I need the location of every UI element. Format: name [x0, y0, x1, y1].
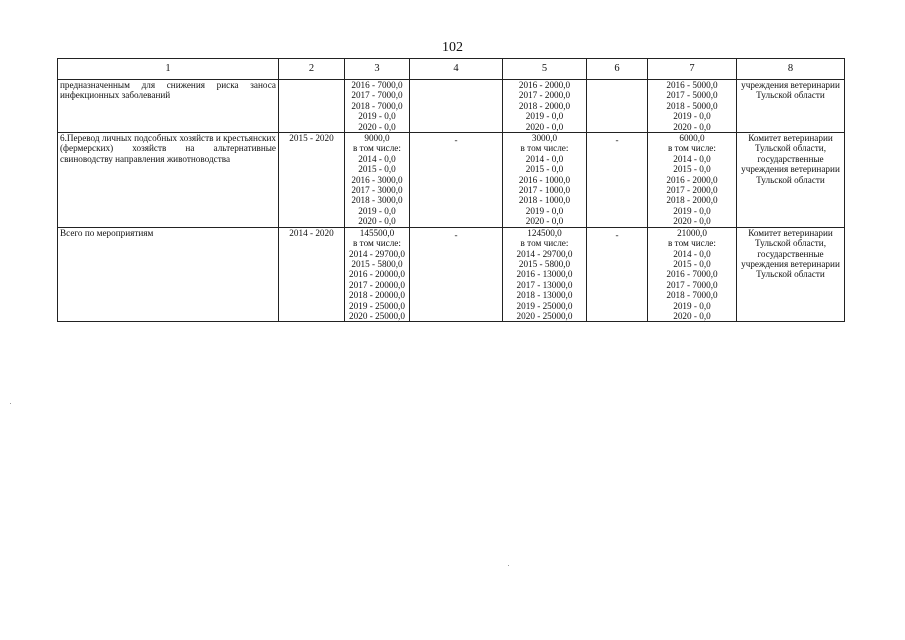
- column-number: 2: [279, 59, 345, 80]
- funding-line: 2015 - 5800,0: [518, 258, 571, 269]
- funding-line: 2018 - 7000,0: [666, 290, 718, 301]
- funding-line: 2016 - 13000,0: [516, 269, 573, 280]
- funding-line: в том числе:: [668, 238, 716, 249]
- funding-line: 6000,0: [679, 133, 705, 144]
- period-cell: 2014 - 2020: [279, 227, 345, 322]
- column-7-funding-cell: [648, 227, 737, 322]
- funding-line: 2016 - 1000,0: [518, 174, 571, 185]
- funding-line: 2016 - 7000,0: [351, 80, 403, 90]
- funding-line: 2016 - 2000,0: [518, 80, 571, 90]
- funding-line: в том числе:: [668, 143, 716, 154]
- column-number: 6: [587, 59, 648, 80]
- funding-line: 2017 - 1000,0: [518, 185, 571, 196]
- scan-speck: [508, 565, 509, 566]
- funding-line: 2018 - 1000,0: [518, 195, 571, 206]
- column-4-cell: [410, 80, 503, 133]
- funding-line: 2015 - 0,0: [525, 164, 564, 175]
- funding-line: 2014 - 29700,0: [349, 248, 405, 259]
- column-number: 7: [648, 59, 737, 80]
- column-number: 3: [345, 59, 410, 80]
- funding-line: 2020 - 0,0: [525, 216, 564, 227]
- funding-line: 2015 - 0,0: [673, 258, 711, 269]
- scan-speck: [10, 403, 11, 404]
- total-funding-cell: [345, 227, 410, 322]
- column-7-funding-cell: [648, 133, 737, 228]
- funding-line: 2018 - 2000,0: [666, 195, 718, 206]
- dash-mark: -: [454, 135, 458, 146]
- funding-line: 2018 - 7000,0: [351, 100, 403, 111]
- funding-line: 2017 - 13000,0: [516, 279, 573, 290]
- funding-line: 2015 - 0,0: [358, 164, 396, 175]
- funding-line: 2016 - 7000,0: [666, 269, 718, 280]
- funding-line: в том числе:: [353, 238, 401, 249]
- column-5-funding-cell: [503, 80, 587, 133]
- funding-line: 2018 - 3000,0: [351, 195, 403, 206]
- column-4-cell: [410, 133, 503, 228]
- column-number: 5: [503, 59, 587, 80]
- column-number: 8: [737, 59, 845, 80]
- funding-line: 2016 - 2000,0: [666, 174, 718, 185]
- funding-line: 2020 - 0,0: [525, 121, 564, 132]
- funding-line: 2020 - 25000,0: [349, 310, 405, 321]
- column-number-row: [58, 59, 845, 80]
- executor-cell: Комитет ветеринарии Тульской области, государственные учреждения ветеринарии Тульской области: [737, 133, 845, 228]
- funding-line: 2017 - 5000,0: [666, 90, 718, 101]
- page-number: 102: [442, 40, 463, 55]
- column-number: 4: [410, 59, 503, 80]
- column-6-cell: [587, 133, 648, 228]
- funding-line: 124500,0: [527, 227, 562, 238]
- funding-line: 2019 - 0,0: [525, 205, 564, 216]
- funding-line: в том числе:: [520, 143, 569, 154]
- funding-line: 2014 - 29700,0: [516, 248, 573, 259]
- funding-line: 2019 - 0,0: [673, 300, 711, 311]
- funding-line: 9000,0: [364, 133, 390, 144]
- funding-line: 2017 - 3000,0: [351, 185, 403, 196]
- column-4-cell: [410, 227, 503, 322]
- table-row: [58, 227, 845, 322]
- funding-line: 2019 - 0,0: [358, 205, 396, 216]
- total-funding-cell: [345, 80, 410, 133]
- total-funding-cell: [345, 133, 410, 228]
- executor-cell: Комитет ветеринарии Тульской области, государственные учреждения ветеринарии Тульской области: [737, 227, 845, 322]
- dash-mark: -: [454, 229, 458, 240]
- table-row: [58, 80, 845, 133]
- column-7-funding-cell: [648, 80, 737, 133]
- funding-line: в том числе:: [353, 143, 401, 154]
- funding-line: 2020 - 0,0: [673, 310, 711, 321]
- funding-line: 2020 - 0,0: [673, 216, 711, 227]
- column-5-funding-cell: [503, 227, 587, 322]
- dash-mark: -: [615, 135, 619, 146]
- funding-line: 3000,0: [531, 133, 558, 144]
- funding-line: 2016 - 3000,0: [351, 174, 403, 185]
- funding-line: 2016 - 5000,0: [666, 80, 718, 90]
- funding-line: 2019 - 0,0: [673, 205, 711, 216]
- funding-line: 2015 - 5800,0: [351, 258, 403, 269]
- period-cell: [279, 80, 345, 133]
- funding-line: 2019 - 25000,0: [349, 300, 405, 311]
- funding-line: 2017 - 7000,0: [666, 279, 718, 290]
- executor-cell: учреждения ветеринарии Тульской области: [737, 80, 845, 133]
- funding-line: 2019 - 0,0: [358, 111, 396, 122]
- column-number: 1: [58, 59, 279, 80]
- funding-line: 2014 - 0,0: [673, 248, 711, 259]
- funding-line: 2020 - 0,0: [358, 216, 396, 227]
- funding-line: 2017 - 2000,0: [666, 185, 718, 196]
- funding-line: 2016 - 20000,0: [349, 269, 405, 280]
- funding-line: 2017 - 7000,0: [351, 90, 403, 101]
- funding-line: 21000,0: [677, 227, 707, 238]
- table-row: [58, 133, 845, 228]
- funding-line: 2014 - 0,0: [673, 153, 711, 164]
- funding-line: 2018 - 13000,0: [516, 290, 573, 301]
- funding-line: 2019 - 0,0: [673, 111, 711, 122]
- funding-line: 2017 - 20000,0: [349, 279, 405, 290]
- measure-name-cell: Всего по мероприятиям: [58, 227, 279, 322]
- funding-line: 2014 - 0,0: [358, 153, 396, 164]
- funding-line: 2018 - 5000,0: [666, 100, 718, 111]
- funding-line: 2018 - 2000,0: [518, 100, 571, 111]
- measure-name-cell: предназначенным для снижения риска заноса инфекционных заболеваний: [58, 80, 279, 133]
- column-6-cell: [587, 80, 648, 133]
- funding-line: 145500,0: [359, 227, 395, 238]
- funding-line: 2018 - 20000,0: [349, 290, 405, 301]
- column-6-cell: [587, 227, 648, 322]
- funding-line: 2014 - 0,0: [525, 153, 564, 164]
- period-cell: 2015 - 2020: [279, 133, 345, 228]
- funding-line: 2020 - 0,0: [673, 121, 711, 132]
- program-measures-table: [57, 58, 845, 322]
- funding-line: 2019 - 25000,0: [516, 300, 573, 311]
- funding-line: 2019 - 0,0: [525, 111, 564, 122]
- funding-line: 2020 - 25000,0: [516, 310, 573, 321]
- funding-line: 2020 - 0,0: [358, 121, 396, 132]
- funding-line: в том числе:: [520, 238, 569, 249]
- measure-name-cell: 6.Перевод личных подсобных хозяйств и крестьянских (фермерских) хозяйств на альтернативные свиноводству направления животноводства: [58, 133, 279, 228]
- dash-mark: -: [615, 229, 619, 240]
- column-5-funding-cell: [503, 133, 587, 228]
- funding-line: 2015 - 0,0: [673, 164, 711, 175]
- funding-line: 2017 - 2000,0: [518, 90, 571, 101]
